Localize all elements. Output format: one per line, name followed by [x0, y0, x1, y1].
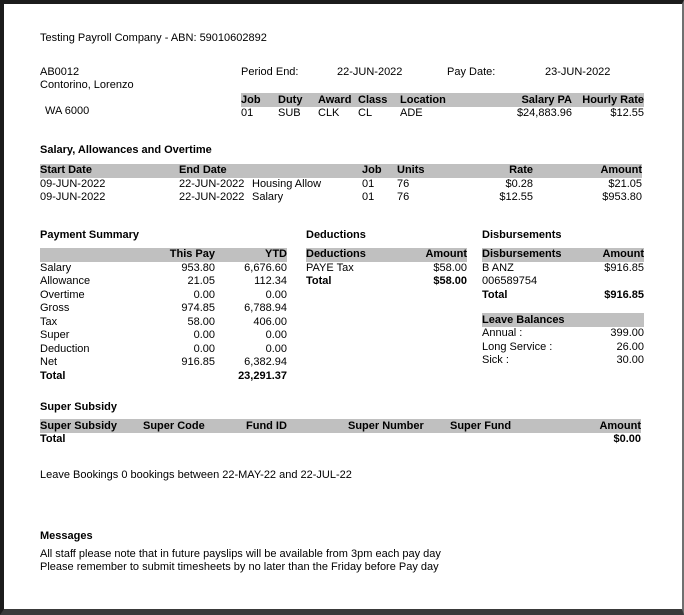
employee-address: WA 6000 — [45, 105, 90, 117]
super-subsidy-header: Super Subsidy — [40, 419, 143, 433]
blank-amount — [577, 275, 644, 289]
this-pay-value: 0.00 — [193, 288, 215, 301]
salary-pa-cell: $24,883.96 — [516, 107, 572, 120]
super-subsidy-header-row — [40, 419, 641, 433]
payment-summary-column — [40, 229, 287, 384]
ytd-value: 6,788.94 — [244, 302, 287, 315]
total-label: Total — [306, 275, 332, 288]
message-line: All staff please note that in future payslips will be available from 3pm each pay day — [40, 547, 441, 560]
earnings-row — [40, 191, 642, 205]
class-header: Class — [358, 93, 400, 107]
total-this-pay — [130, 370, 215, 384]
end-date-cell: 22-JUN-2022 — [179, 191, 245, 204]
super-subsidy-table — [40, 419, 641, 447]
ytd-value: 6,676.60 — [244, 261, 287, 274]
job-cell: 01 — [362, 177, 375, 190]
this-pay-value: 58.00 — [187, 315, 215, 328]
duty-cell: SUB — [278, 107, 301, 120]
earnings-row — [40, 178, 642, 192]
this-pay-value: 21.05 — [187, 275, 215, 288]
start-date-cell: 09-JUN-2022 — [40, 177, 106, 190]
total-ytd: 23,291.37 — [238, 369, 287, 382]
deduction-row — [306, 262, 467, 276]
disbursement-row — [482, 262, 644, 276]
units-header: Units — [397, 164, 457, 178]
row-label: Salary — [40, 261, 72, 274]
job-table-header-row — [241, 93, 644, 107]
job-cell: 01 — [241, 107, 254, 120]
payment-row — [40, 289, 287, 303]
pay-date-value: 23-JUN-2022 — [545, 66, 611, 78]
period-end-label: Period End: — [241, 66, 299, 78]
period-end-value: 22-JUN-2022 — [337, 66, 403, 78]
this-pay-value: 974.85 — [181, 302, 215, 315]
super-fund-header: Super Fund — [450, 419, 550, 433]
employee-header — [4, 66, 682, 121]
row-label: Allowance — [40, 275, 91, 288]
sick-label: Sick : — [482, 354, 509, 367]
rate-header: Rate — [457, 164, 533, 178]
ytd-value: 0.00 — [265, 329, 287, 342]
earnings-header-row — [40, 164, 642, 178]
payment-row — [40, 343, 287, 357]
blank-header — [40, 248, 130, 262]
job-header: Job — [241, 93, 278, 107]
bank-label: B ANZ — [482, 261, 514, 274]
annual-value: 399.00 — [610, 327, 644, 340]
amount-header: Amount — [401, 248, 467, 262]
hourly-rate-header: Hourly Rate — [572, 93, 644, 107]
disbursements-total-row — [482, 289, 644, 303]
payment-row — [40, 302, 287, 316]
empty-cell — [143, 433, 246, 447]
deductions-table — [306, 248, 467, 289]
fund-id-header: Fund ID — [246, 419, 348, 433]
start-date-header: Start Date — [40, 164, 179, 178]
description-cell: Salary — [252, 191, 284, 204]
pay-date-label: Pay Date: — [447, 66, 496, 78]
leave-balances-header-row — [482, 313, 644, 327]
total-label: Total — [40, 369, 66, 382]
deductions-header: Deductions — [306, 248, 401, 262]
disbursements-header-row — [482, 248, 644, 262]
company-abn-line: Testing Payroll Company - ABN: 59010602892 — [40, 32, 267, 44]
ytd-value: 0.00 — [265, 342, 287, 355]
leave-balance-row — [482, 341, 644, 355]
this-pay-header: This Pay — [130, 248, 215, 262]
amount-cell: $953.80 — [602, 191, 642, 204]
ytd-value: 406.00 — [253, 315, 287, 328]
amount-header: Amount — [577, 248, 644, 262]
deductions-total-row — [306, 275, 467, 289]
job-col-header: Job — [362, 164, 397, 178]
ytd-value: 6,382.94 — [244, 356, 287, 369]
location-cell: ADE — [400, 107, 423, 120]
this-pay-value: 953.80 — [181, 261, 215, 274]
ytd-header: YTD — [215, 248, 287, 262]
disbursement-row — [482, 275, 644, 289]
total-amount: $916.85 — [604, 288, 644, 301]
this-pay-value: 0.00 — [193, 329, 215, 342]
employee-address-block — [40, 66, 241, 121]
row-label: Tax — [40, 315, 58, 328]
total-amount: $0.00 — [613, 433, 641, 446]
payment-row — [40, 262, 287, 276]
hourly-rate-cell: $12.55 — [610, 107, 644, 120]
ytd-value: 112.34 — [254, 275, 287, 288]
payment-summary-header-row — [40, 248, 287, 262]
deductions-header-row — [306, 248, 467, 262]
super-code-header: Super Code — [143, 419, 246, 433]
payment-summary-table — [40, 248, 287, 384]
location-header: Location — [400, 93, 492, 107]
award-cell: CLK — [318, 107, 340, 120]
job-cell: 01 — [362, 191, 375, 204]
leave-balances-table — [482, 313, 644, 368]
this-pay-value: 0.00 — [193, 342, 215, 355]
description-cell: Housing Allow — [252, 177, 322, 190]
payment-row — [40, 275, 287, 289]
award-header: Award — [318, 93, 358, 107]
long-service-label: Long Service : — [482, 340, 553, 353]
disbursements-column — [482, 229, 644, 384]
rate-cell: $12.55 — [499, 191, 533, 204]
summary-columns — [40, 229, 682, 384]
this-pay-value: 916.85 — [181, 356, 215, 369]
disbursements-title: Disbursements — [482, 228, 562, 241]
earnings-section-title: Salary, Allowances and Overtime — [40, 143, 212, 156]
duty-header: Duty — [278, 93, 318, 107]
super-subsidy-total-row — [40, 433, 641, 447]
employee-name: Contorino, Lorenzo — [40, 79, 134, 91]
employee-code: AB0012 — [40, 66, 80, 78]
messages-block — [40, 548, 682, 575]
earnings-table — [40, 164, 642, 205]
row-label: Overtime — [40, 288, 85, 301]
amount-header: Amount — [533, 164, 642, 178]
total-label: Total — [482, 288, 508, 301]
units-cell: 76 — [397, 191, 410, 204]
payment-row — [40, 356, 287, 370]
description-header — [252, 164, 362, 178]
empty-cell — [348, 433, 450, 447]
amount-cell: $21.05 — [608, 177, 642, 190]
message-line: Please remember to submit timesheets by no later than the Friday before Pay day — [40, 561, 439, 573]
total-label: Total — [40, 433, 66, 446]
total-amount: $58.00 — [433, 275, 467, 288]
job-details-table — [241, 93, 644, 121]
amount-header: Amount — [550, 419, 641, 433]
long-service-value: 26.00 — [616, 340, 644, 353]
end-date-cell: 22-JUN-2022 — [179, 177, 245, 190]
empty-cell — [450, 433, 550, 447]
payment-row — [40, 329, 287, 343]
deduction-amount: $58.00 — [433, 261, 467, 274]
deductions-column — [306, 229, 467, 384]
salary-pa-header: Salary PA — [492, 93, 572, 107]
rate-cell: $0.28 — [505, 177, 533, 190]
job-table-row — [241, 107, 644, 121]
row-label: Gross — [40, 302, 70, 315]
account-number: 006589754 — [482, 275, 538, 288]
annual-label: Annual : — [482, 327, 523, 340]
end-date-header: End Date — [179, 164, 252, 178]
payment-summary-title: Payment Summary — [40, 228, 140, 241]
payment-total-row — [40, 370, 287, 384]
pay-period-block — [241, 66, 682, 121]
leave-balance-row — [482, 327, 644, 341]
disbursements-header: Disbursements — [482, 248, 577, 262]
row-label: Net — [40, 356, 58, 369]
leave-balance-row — [482, 354, 644, 368]
leave-bookings-line: Leave Bookings 0 bookings between 22-MAY-22 and 22-JUL-22 — [40, 468, 352, 481]
empty-cell — [246, 433, 348, 447]
messages-title: Messages — [40, 529, 93, 542]
units-cell: 76 — [397, 177, 410, 190]
bank-amount: $916.85 — [604, 261, 644, 274]
payment-row — [40, 316, 287, 330]
ytd-value: 0.00 — [265, 288, 287, 301]
deduction-label: PAYE Tax — [306, 261, 354, 274]
row-label: Deduction — [40, 342, 90, 355]
start-date-cell: 09-JUN-2022 — [40, 191, 106, 204]
deductions-title: Deductions — [306, 228, 366, 241]
super-number-header: Super Number — [348, 419, 450, 433]
period-row — [241, 66, 682, 79]
row-label: Super — [40, 329, 70, 342]
sick-value: 30.00 — [616, 354, 644, 367]
class-cell: CL — [358, 107, 373, 120]
disbursements-table — [482, 248, 644, 303]
super-subsidy-title: Super Subsidy — [40, 401, 118, 413]
leave-balances-title: Leave Balances — [482, 313, 644, 327]
